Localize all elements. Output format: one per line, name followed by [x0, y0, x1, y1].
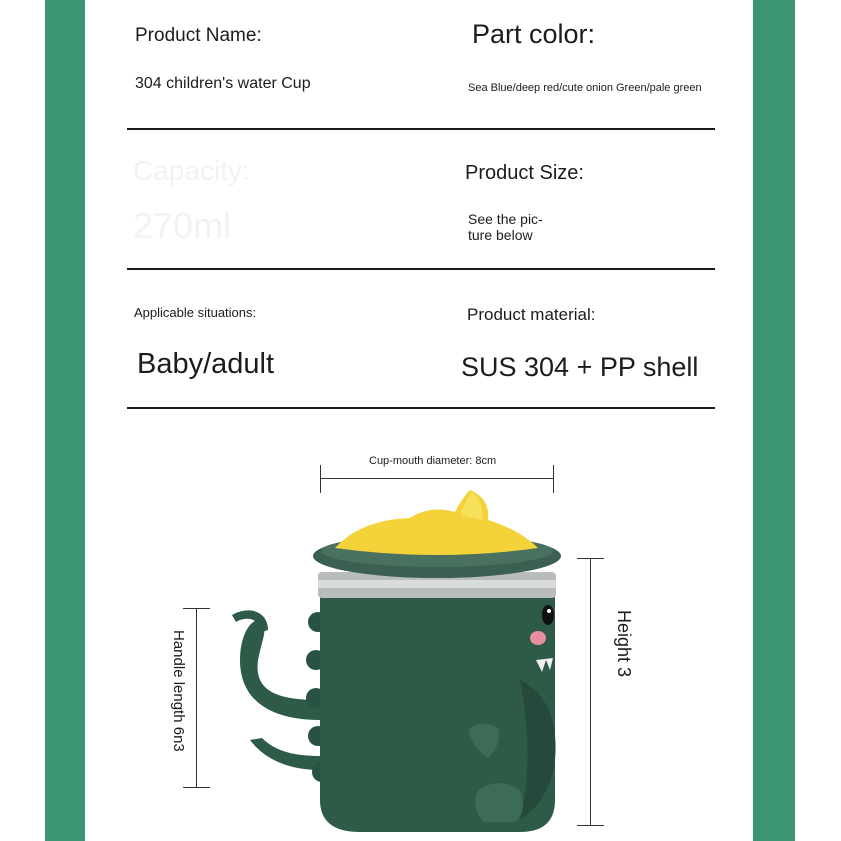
part-color-value: Sea Blue/deep red/cute onion Green/pale green [468, 82, 702, 94]
product-size-label: Product Size: [465, 162, 584, 184]
height-tick-bottom [577, 825, 604, 826]
material-label: Product material: [467, 305, 596, 324]
product-name-label: Product Name: [135, 25, 262, 46]
handle-length-tick-bottom [183, 787, 210, 788]
mouth-diameter-line [320, 478, 554, 479]
height-tick-top [577, 558, 604, 559]
situations-label: Applicable situations: [134, 305, 257, 320]
handle-length-tick-top [183, 608, 210, 609]
mouth-diameter-tick-left [320, 465, 321, 493]
part-color-label: Part color: [472, 19, 596, 49]
product-name-value: 304 children's water Cup [135, 75, 311, 92]
height-label: Height 3 [614, 610, 634, 678]
handle-length-label: Handle length 6n3 [170, 630, 187, 752]
capacity-label: Capacity: [133, 155, 250, 186]
product-size-value-line2: ture below [468, 227, 533, 243]
situations-value: Baby/adult [137, 348, 275, 380]
material-value: SUS 304 + PP shell [461, 352, 699, 382]
mouth-diameter-tick-right [553, 465, 554, 493]
height-line [590, 558, 591, 826]
capacity-value: 270ml [133, 205, 232, 246]
handle-length-line [196, 608, 197, 788]
product-size-value-line1: See the pic- [468, 211, 543, 227]
mouth-diameter-label: Cup-mouth diameter: 8cm [369, 455, 497, 467]
